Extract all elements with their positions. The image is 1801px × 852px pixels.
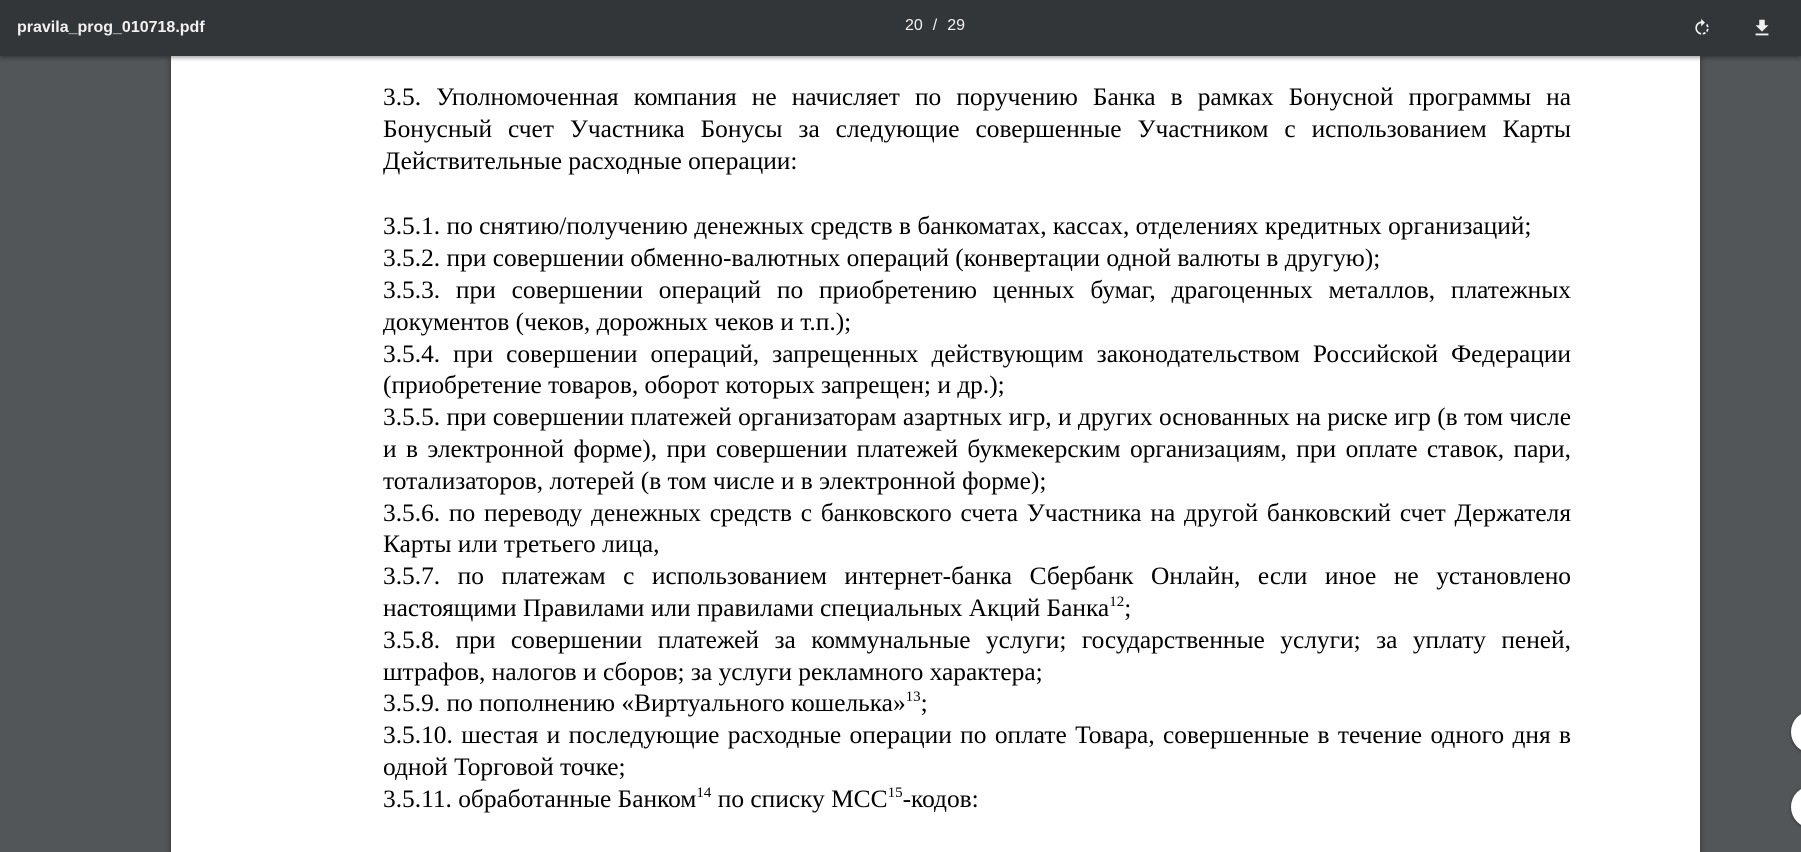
document-filename: pravila_prog_010718.pdf xyxy=(17,19,205,36)
pdf-page xyxy=(171,56,1700,852)
footnote-ref-13: 13 xyxy=(905,689,921,706)
download-button[interactable] xyxy=(1746,12,1778,44)
rotate-button[interactable] xyxy=(1686,12,1718,44)
page-text xyxy=(383,82,1571,816)
clause-3-5-1: 3.5.1. по снятию/получению денежных средств в банкоматах, кассах, отделениях кредитных организаций; xyxy=(383,212,1532,241)
clause-3-5-11 xyxy=(383,784,1571,816)
clause-3-5-7-end: ; xyxy=(1124,593,1132,622)
rotate-icon xyxy=(1692,18,1712,38)
current-page-input[interactable]: 20 xyxy=(905,17,923,34)
clause-3-5-6: 3.5.6. по переводу денежных средств с банковского счета Участника на другой банковский счет Держателя Карты или третьего лица, xyxy=(383,498,1571,559)
clause-3-5-9-end: ; xyxy=(920,689,928,718)
clause-3-5-11-text-b: по списку МСС xyxy=(711,784,888,813)
page-indicator xyxy=(905,0,965,52)
footnote-ref-15: 15 xyxy=(887,784,903,801)
clause-3-5-7 xyxy=(383,561,1571,625)
footnote-ref-14: 14 xyxy=(696,784,712,801)
clause-3-5-11-text-c: -кодов: xyxy=(902,784,979,813)
clause-3-5-3: 3.5.3. при совершении операций по приобретению ценных бумаг, драгоценных металлов, платежных документов (чеков, дорожных чеков и т.п.); xyxy=(383,275,1571,336)
clause-3-5-10: 3.5.10. шестая и последующие расходные операции по оплате Товара, совершенные в течение одного дня в одной Торговой точке; xyxy=(383,721,1571,781)
clause-3-5-11-text-a: 3.5.11. обработанные Банком xyxy=(383,784,697,813)
pdf-viewer[interactable] xyxy=(0,56,1801,852)
page-separator: / xyxy=(932,17,938,34)
clause-3-5-9-text: 3.5.9. по пополнению «Виртуального кошелька» xyxy=(383,689,906,718)
clause-3-5-7-text: 3.5.7. по платежам с использованием интернет-банка Сбербанк Онлайн, если иное не установлено настоящими Правилами или правилами специальных Акций Банка xyxy=(383,562,1571,622)
clause-3-5: 3.5. Уполномоченная компания не начисляет по поручению Банка в рамках Бонусной программы на Бонусный счет Участника Бонусы за следующие совершенные Участником с использованием Карты Действительные расходные операции: xyxy=(383,83,1571,175)
clause-3-5-9 xyxy=(383,688,1571,720)
clause-3-5-2: 3.5.2. при совершении обменно-валютных операций (конвертации одной валюты в другую); xyxy=(383,244,1381,273)
clause-3-5-5: 3.5.5. при совершении платежей организаторам азартных игр, и других основанных на риске игр (в том числе и в электронной форме), при совершении платежей букмекерским организациям, при оплате ставок, пари, тотализаторов, лотерей (в том числе и в электронной форме); xyxy=(383,403,1571,495)
clause-3-5-4: 3.5.4. при совершении операций, запрещенных действующим законодательством Российской Федерации (приобретение товаров, оборот которых запрещен; и др.); xyxy=(383,339,1571,400)
footnote-ref-12: 12 xyxy=(1109,593,1125,610)
pdf-toolbar xyxy=(0,0,1801,56)
download-icon xyxy=(1751,17,1773,39)
clause-3-5-8: 3.5.8. при совершении платежей за коммунальные услуги; государственные услуги; за уплату пеней, штрафов, налогов и сборов; за услуги рекламного характера; xyxy=(383,625,1571,686)
total-pages: 29 xyxy=(947,17,966,34)
